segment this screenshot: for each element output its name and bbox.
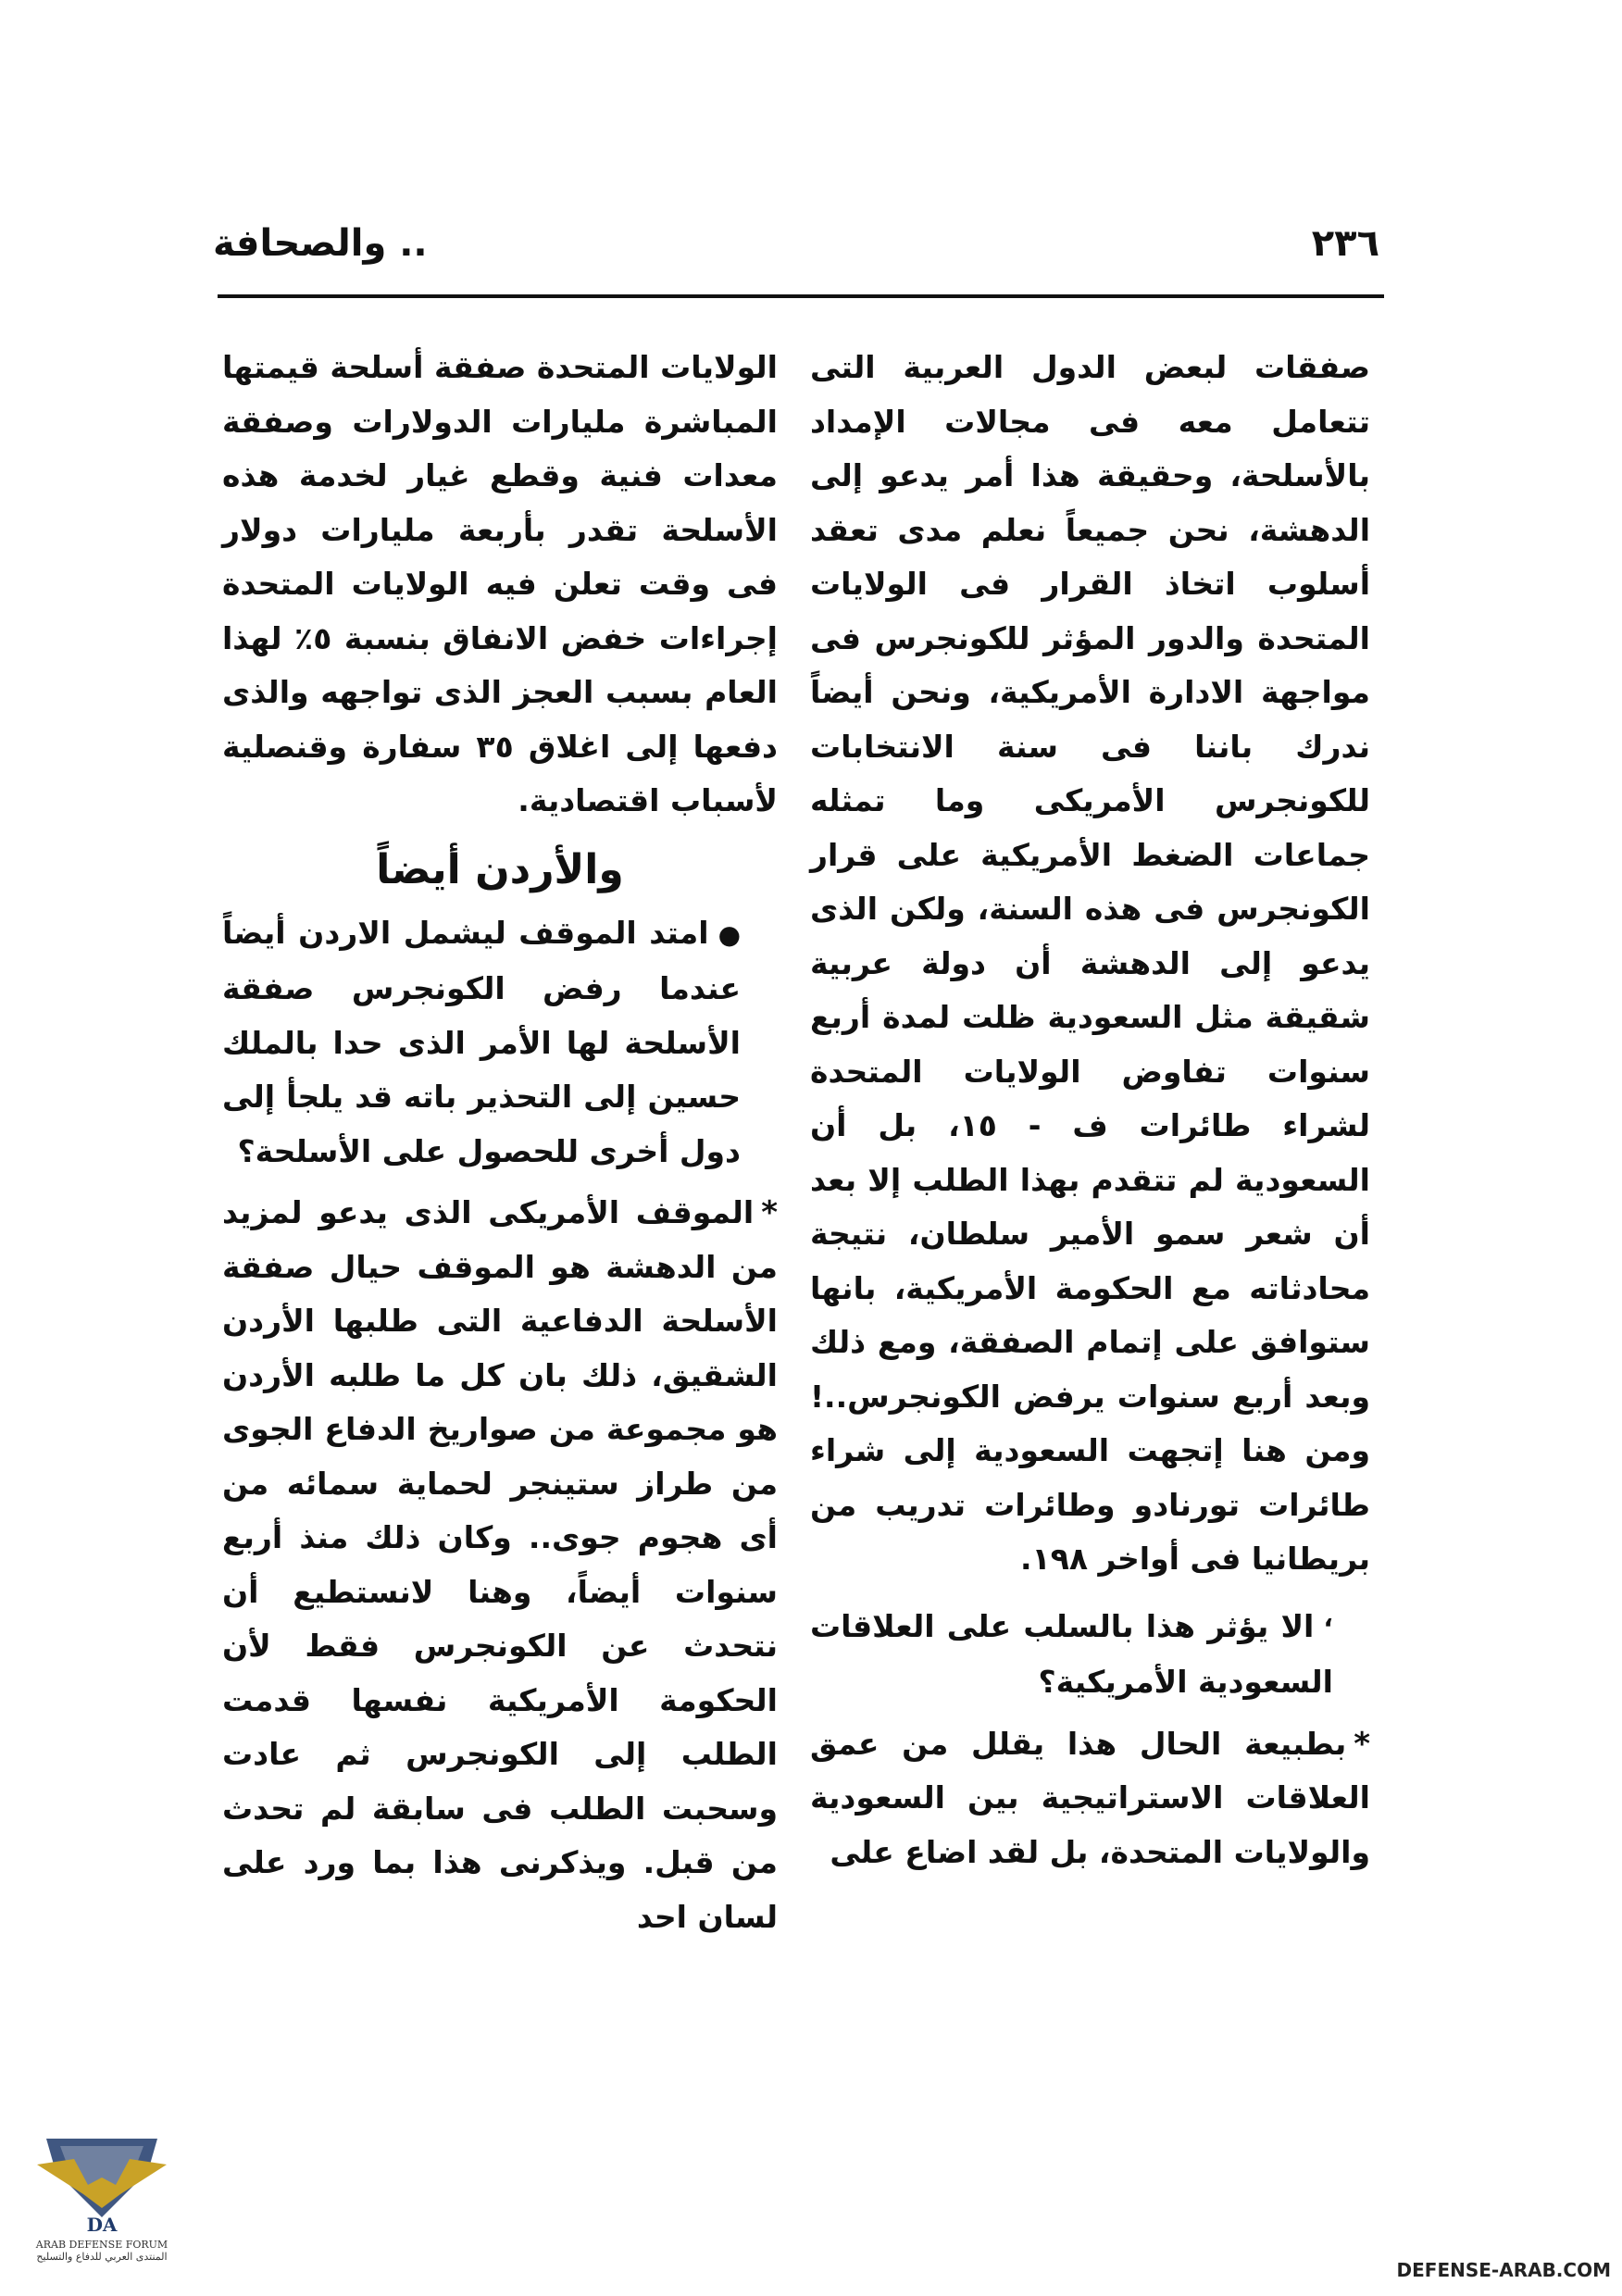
asterisk-icon: * bbox=[761, 1194, 778, 1231]
right-paragraph-2-text: بطبيعة الحال هذا يقلل من عمق العلاقات الاستراتيجية بين السعودية والولايات المتحدة، بل لقد اضاع على bbox=[810, 1725, 1370, 1870]
right-paragraph-2 bbox=[810, 1717, 1370, 1880]
right-question-text: الا يؤثر هذا بالسلب على العلاقات السعودية الأمريكية؟ bbox=[810, 1607, 1333, 1700]
subheading: والأردن أيضاً bbox=[376, 845, 624, 893]
logo-caption-ar: المنتدى العربي للدفاع والتسليح bbox=[36, 2251, 168, 2263]
bullet-icon: ● bbox=[717, 918, 741, 950]
logo-caption-en: ARAB DEFENSE FORUM bbox=[35, 2239, 168, 2251]
left-paragraph-2-text: الموقف الأمريكى الذى يدعو لمزيد من الدهشة هو الموقف حيال صفقة الأسلحة الدفاعية التى طلبها الأردن الشقيق، ذلك بان كل ما طلبه الأردن هو مجموعة من صواريخ الدفاع الجوى من طراز ستينجر لحماية سمائه من أى هجوم جوى.. وكان ذلك منذ أربع سنوات أيضاً، وهنا لانستطيع أن نتحدث عن الكونجرس فقط لأن الحكومة الأمريكية نفسها قدمت الطلب إلى الكونجرس ثم عادت وسحبت الطلب فى سابقة لم تحدث من قبل. ويذكرنى هذا بما ورد على لسان احد bbox=[222, 1194, 778, 1935]
site-credit: DEFENSE-ARAB.COM bbox=[1396, 2259, 1611, 2281]
left-paragraph-1: الولايات المتحدة صفقة أسلحة قيمتها المباشرة مليارات الدولارات وصفقة معدات فنية وقطع غيار لخدمة هذه الأسلحة تقدر بأربعة مليارات دولار فى وقت تعلن فيه الولايات المتحدة إجراءات خفض الانفاق بنسبة ٥٪ لهذا العام بسبب العجز الذى تواجهه والذى دفعها إلى اغلاق ٣٥ سفارة وقنصلية لأسباب اقتصادية. bbox=[222, 349, 778, 818]
page-number: ٢٣٦ bbox=[1311, 222, 1379, 265]
right-paragraph-1: صفقات لبعض الدول العربية التى تتعامل معه فى مجالات الإمداد بالأسلحة، وحقيقة هذا أمر يدعو إلى الدهشة، نحن جميعاً نعلم مدى تعقد أسلوب اتخاذ القرار فى الولايات المتحدة والدور المؤثر للكونجرس فى مواجهة الادارة الأمريكية، ونحن أيضاً ندرك باننا فى سنة الانتخابات للكونجرس الأمريكى وما تمثله جماعات الضغط الأمريكية على قرار الكونجرس فى هذه السنة، ولكن الذى يدعو إلى الدهشة أن دولة عربية شقيقة مثل السعودية ظلت لمدة أربع سنوات تفاوض الولايات المتحدة لشراء طائرات ف - ١٥، بل أن السعودية لم تتقدم بهذا الطلب إلا بعد أن شعر سمو الأمير سلطان، نتيجة محادثاته مع الحكومة الأمريكية، بانها ستوافق على إتمام الصفقة، ومع ذلك وبعد أربع سنوات يرفض الكونجرس..! ومن هنا إتجهت السعودية إلى شراء طائرات تورنادو وطائرات تدريب من بريطانيا فى أواخر ١٩٨. bbox=[810, 349, 1370, 1577]
left-column bbox=[222, 341, 778, 1944]
quote-mark-icon: ‘ bbox=[1323, 1612, 1333, 1643]
asterisk-icon: * bbox=[1354, 1725, 1370, 1763]
right-question bbox=[810, 1600, 1370, 1710]
left-question-text: امتد الموقف ليشمل الاردن أيضاً عندما رفض الكونجرس صفقة الأسلحة لها الأمر الذى حدا بالملك حسين إلى التحذير باته قد يلجأ إلى دول أخرى للحصول على الأسلحة؟ bbox=[222, 914, 741, 1169]
running-header-title: .. والصحافة bbox=[213, 222, 428, 265]
left-question bbox=[222, 906, 778, 1179]
left-paragraph-2 bbox=[222, 1186, 778, 1944]
header-rule bbox=[218, 294, 1384, 298]
logo-monogram: DA bbox=[86, 2214, 118, 2236]
right-column bbox=[810, 341, 1370, 1892]
logo-caption bbox=[28, 2239, 176, 2263]
